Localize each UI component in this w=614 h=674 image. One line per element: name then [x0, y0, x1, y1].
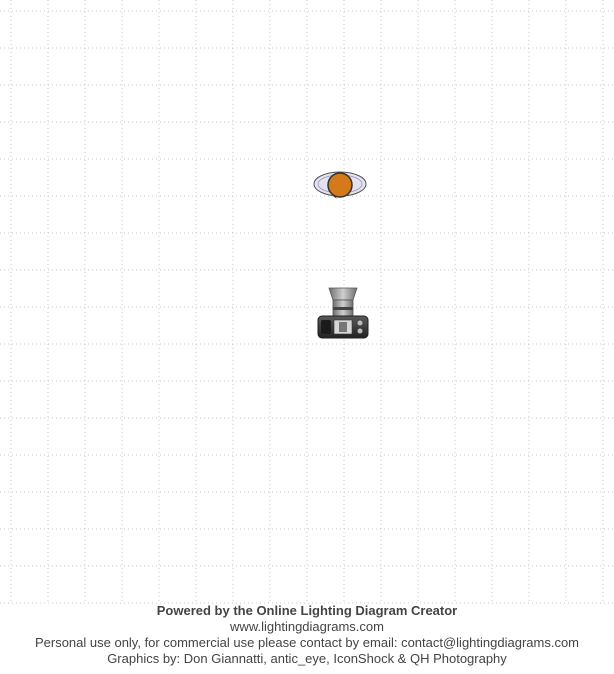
footer-credits: Graphics by: Don Giannatti, antic_eye, IconShock & QH Photography [107, 651, 507, 666]
camera[interactable] [318, 288, 368, 338]
subject-model[interactable] [314, 172, 366, 199]
person-top-view-icon [314, 172, 366, 199]
camera-icon [318, 288, 368, 338]
footer-url: www.lightingdiagrams.com [230, 619, 384, 634]
footer [0, 603, 614, 667]
footer-title: Powered by the Online Lighting Diagram Creator [156, 603, 458, 618]
footer-license: Personal use only, for commercial use please contact by email: contact@lightingdiagrams.com [34, 635, 580, 650]
